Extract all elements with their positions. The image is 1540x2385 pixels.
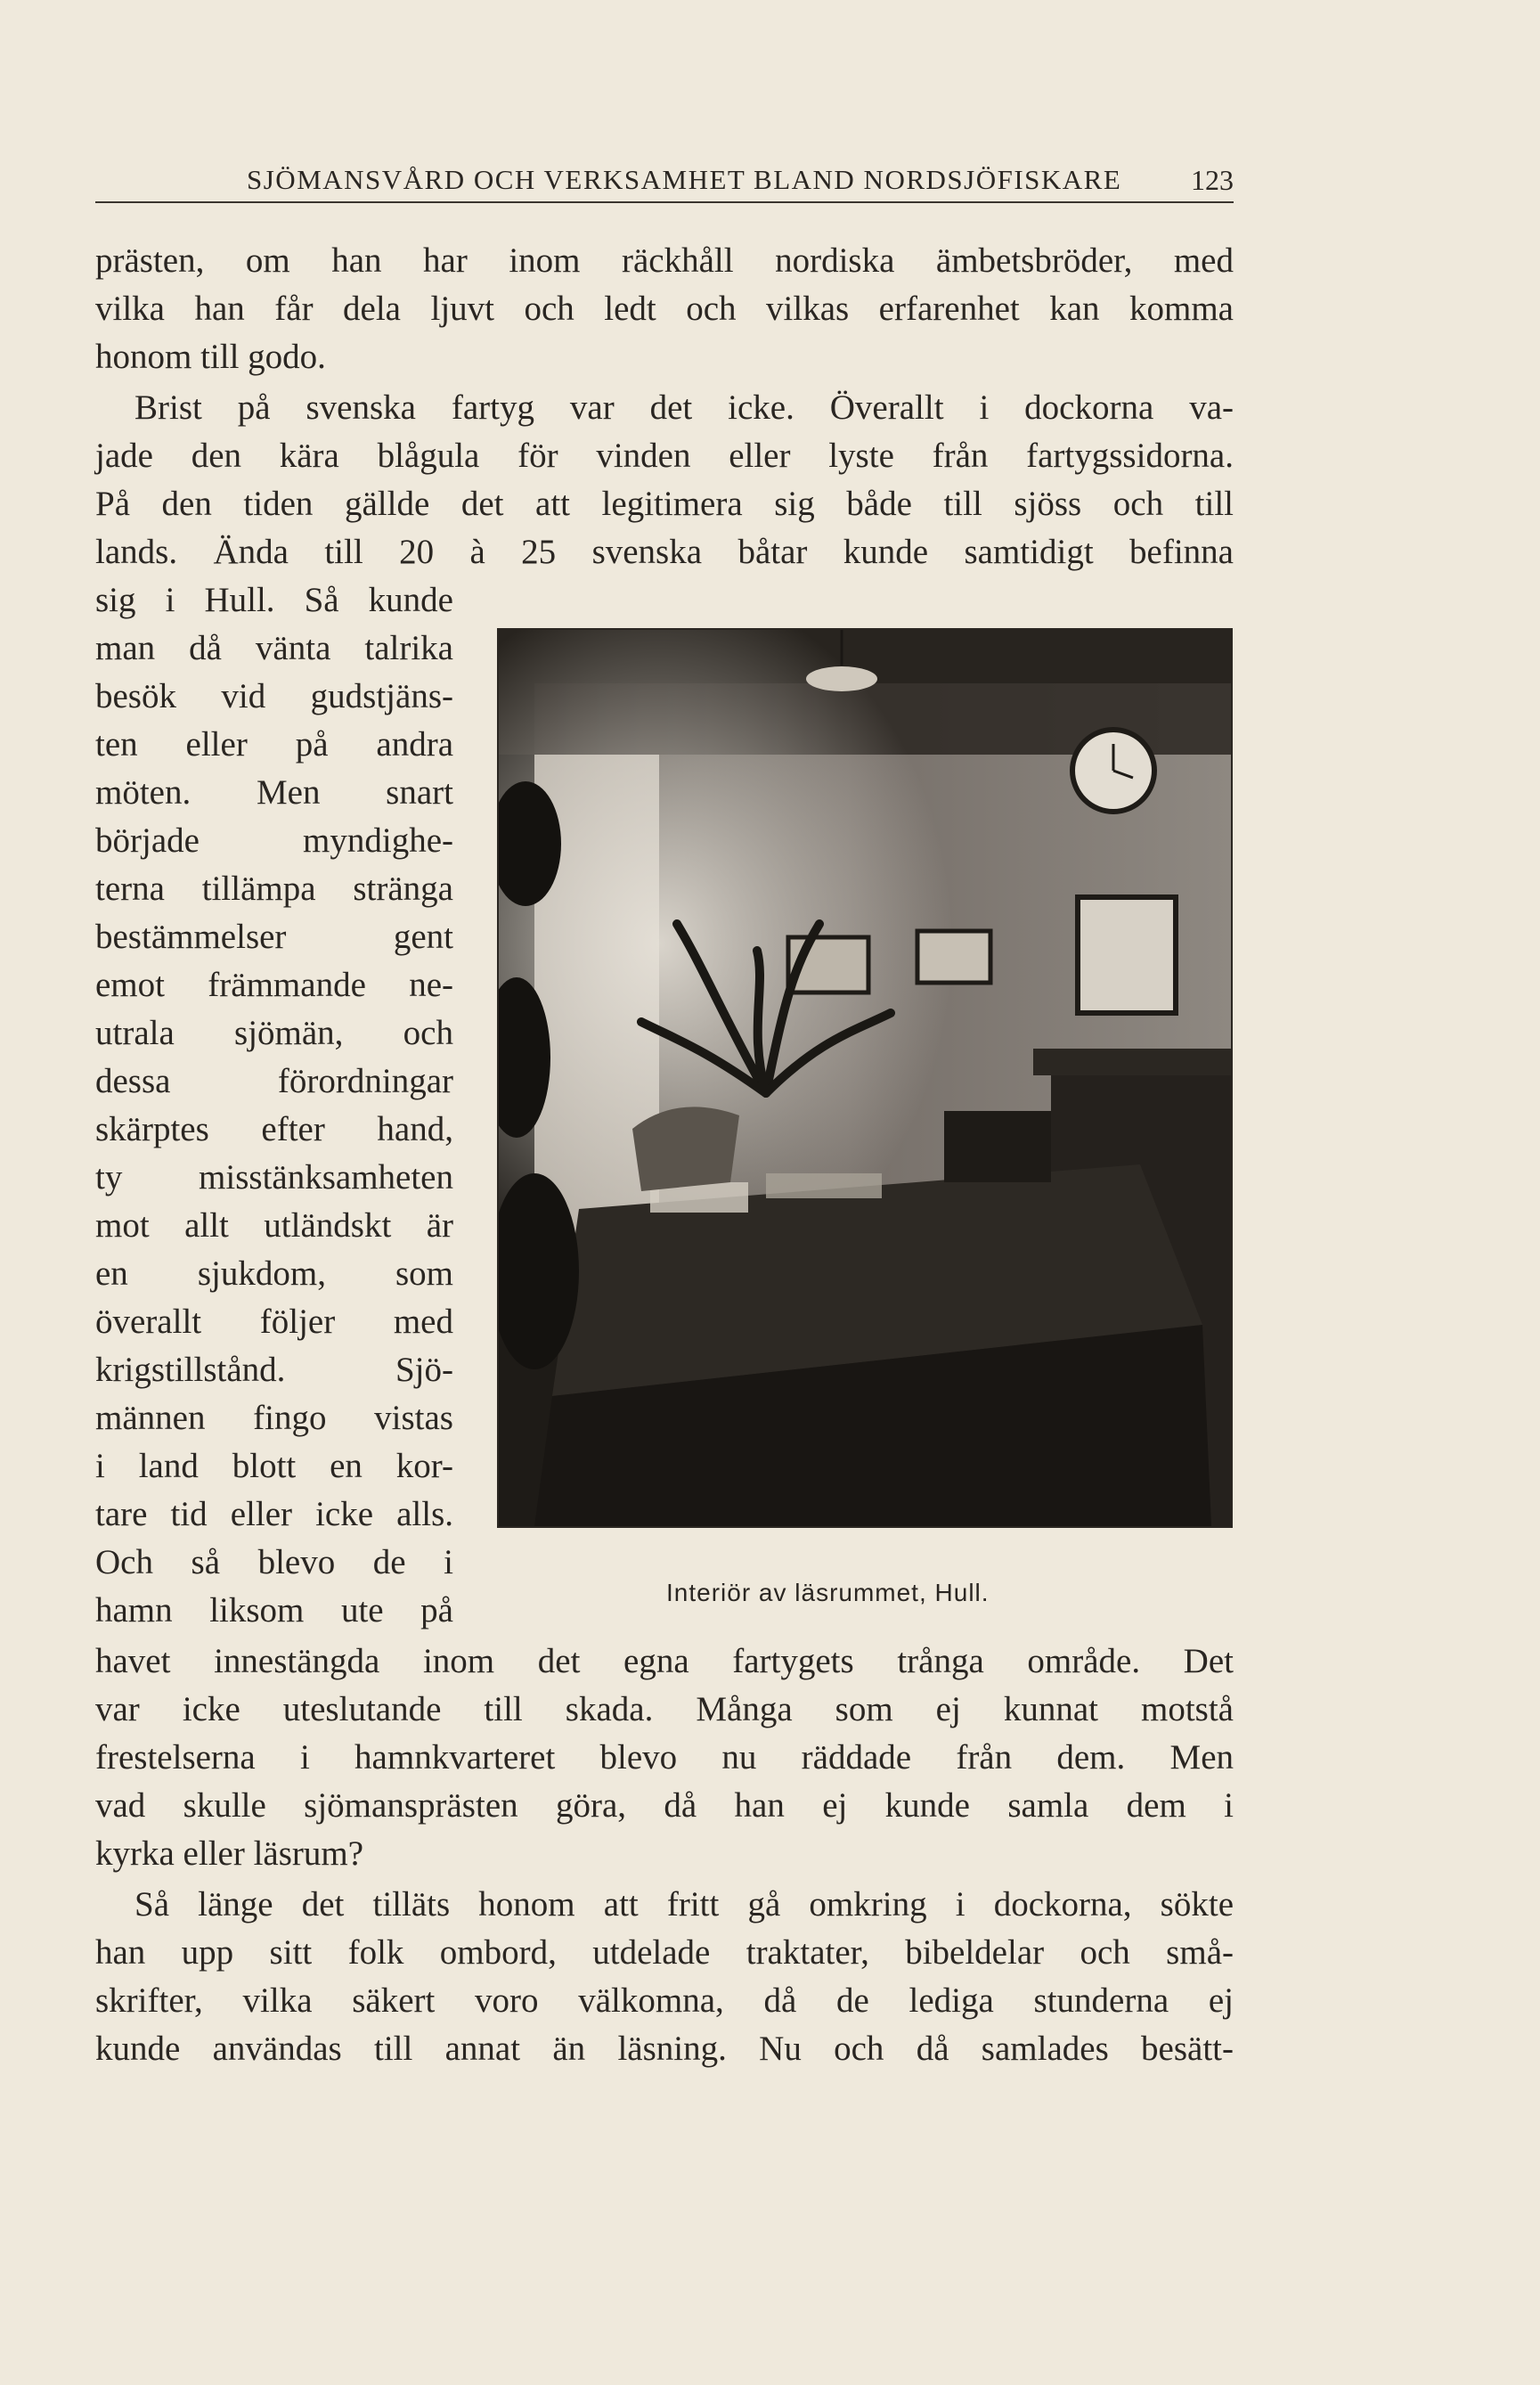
text-line: möten. Men snart (95, 773, 453, 812)
text-line: havet innestängda inom det egna fartygets trånga område. Det (95, 1642, 1234, 1680)
text-line: hamn liksom ute på (95, 1591, 453, 1629)
text-line: Och så blevo de i (95, 1543, 453, 1581)
text-line: terna tillämpa stränga (95, 870, 453, 908)
text-line: var icke uteslutande till skada. Många som ej kunnat motstå (95, 1690, 1234, 1728)
text-line: kyrka eller läsrum? (95, 1834, 364, 1873)
running-head-title: SJÖMANSVÅRD OCH VERKSAMHET BLAND NORDSJÖFISKARE (247, 164, 1122, 195)
text-line: frestelserna i hamnkvarteret blevo nu räddade från dem. Men (95, 1738, 1234, 1776)
text-line: jade den kära blågula för vinden eller lyste från fartygssidorna. (95, 437, 1234, 475)
text-line: en sjukdom, som (95, 1254, 453, 1293)
text-line: började myndighe- (95, 821, 453, 860)
text-line: han upp sitt folk ombord, utdelade traktater, bibeldelar och små- (95, 1933, 1234, 1972)
text-line: överallt följer med (95, 1303, 453, 1341)
text-line: vad skulle sjömansprästen göra, då han ej kunde samla dem i (95, 1786, 1234, 1825)
text-line: dessa förordningar (95, 1062, 453, 1100)
text-line: skärptes efter hand, (95, 1110, 453, 1148)
text-line: bestämmelser gent (95, 918, 453, 956)
text-line: krigstillstånd. Sjö- (95, 1351, 453, 1389)
text-line: utrala sjömän, och (95, 1014, 453, 1052)
text-line: På den tiden gällde det att legitimera sig både till sjöss och till (95, 485, 1234, 523)
text-line: vilka han får dela ljuvt och ledt och vilkas erfarenhet kan komma (95, 290, 1234, 328)
text-line: i land blott en kor- (95, 1447, 453, 1485)
text-line: skrifter, vilka säkert voro välkomna, då de lediga stunderna ej (95, 1981, 1234, 2020)
reading-room-photo-image (499, 630, 1231, 1526)
text-line: emot främmande ne- (95, 966, 453, 1004)
text-line: Så länge det tilläts honom att fritt gå omkring i dockorna, sökte (134, 1885, 1234, 1924)
text-line: tare tid eller icke alls. (95, 1495, 453, 1533)
photo-caption: Interiör av läsrummet, Hull. (666, 1579, 990, 1606)
text-line: männen fingo vistas (95, 1399, 453, 1437)
text-line: sig i Hull. Så kunde (95, 581, 453, 619)
text-line: man då vänta talrika (95, 629, 453, 667)
text-line: honom till godo. (95, 338, 326, 376)
text-line: prästen, om han har inom räckhåll nordiska ämbetsbröder, med (95, 241, 1234, 280)
text-line: ty misstänksamheten (95, 1158, 453, 1197)
text-line: besök vid gudstjäns- (95, 677, 453, 715)
running-header (95, 159, 1234, 203)
text-line: ten eller på andra (95, 725, 453, 764)
text-line: kunde användas till annat än läsning. Nu och då samlades besätt- (95, 2030, 1234, 2068)
text-line: lands. Ända till 20 à 25 svenska båtar kunde samtidigt befinna (95, 533, 1234, 571)
text-line: mot allt utländskt är (95, 1206, 453, 1245)
reading-room-photo (497, 628, 1233, 1528)
text-line: Brist på svenska fartyg var det icke. Överallt i dockorna va- (134, 388, 1234, 427)
page-number: 123 (1191, 164, 1234, 196)
